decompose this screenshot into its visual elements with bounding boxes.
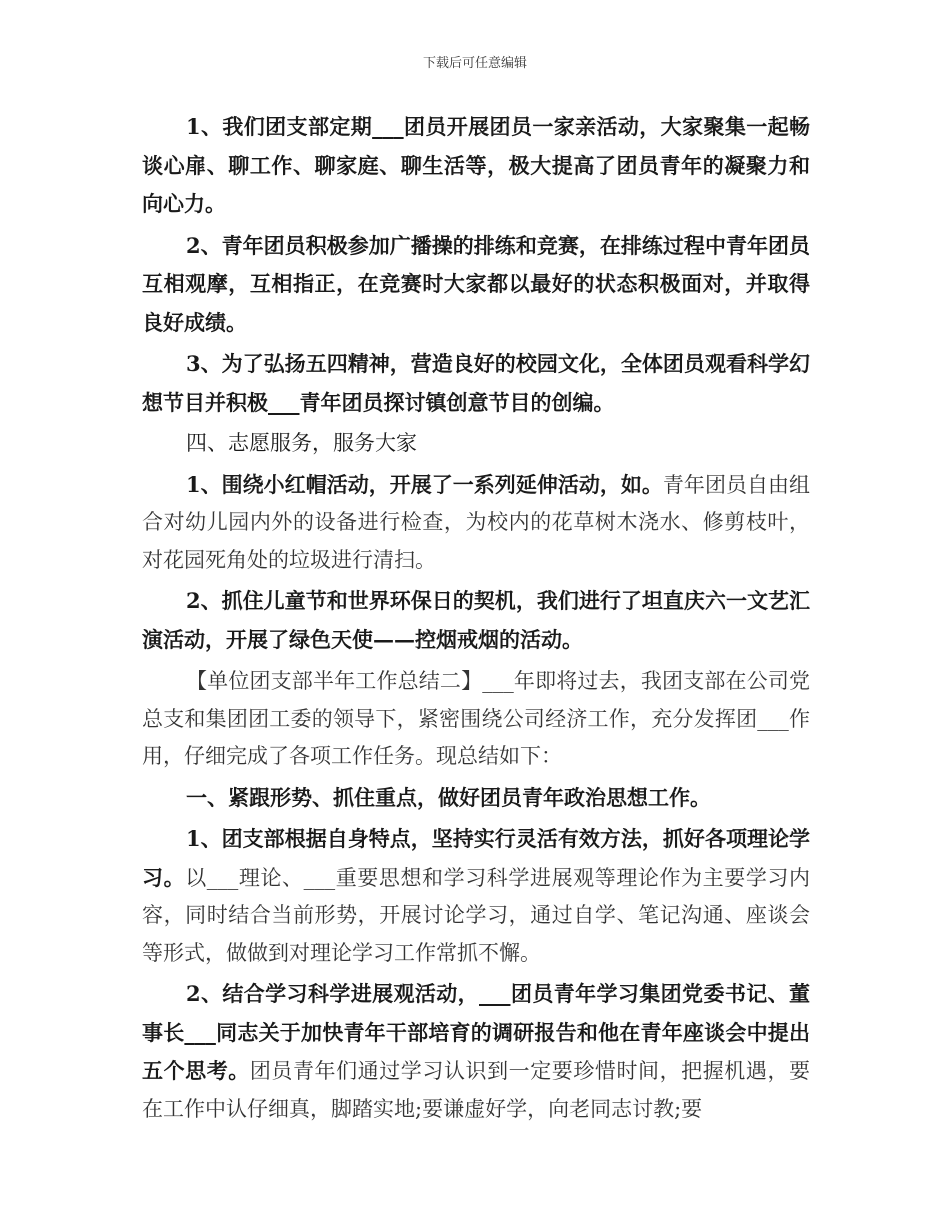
document-body (142, 108, 810, 1131)
paragraph-normal-text: 青年团员自由组合对幼儿园内外的设备进行检查，为校内的花草树木浇水、修剪枝叶，对花园死角处的垃圾进行清扫。 (142, 472, 810, 572)
paragraph-bold-text: 1、围绕小红帽活动，开展了一系列延伸活动，如。 (186, 471, 663, 497)
section-heading-text: 四、志愿服务，服务大家 (186, 431, 417, 455)
section-heading (142, 779, 810, 818)
paragraph-normal-text: 团员青年们通过学习认识到一定要珍惜时间，把握机遇，要在工作中认仔细真，脚踏实地;要谦虚好学，向老同志讨教;要 (142, 1059, 811, 1121)
section-heading-text: 一、紧跟形势、抓住重点，做好团员青年政治思想工作。 (186, 784, 711, 810)
paragraph (142, 820, 810, 972)
paragraph (142, 466, 810, 580)
section-heading (142, 425, 810, 463)
paragraph-normal-text: 以___理论、___重要思想和学习科学进展观等理论作为主要学习内容，同时结合当前形势，开展讨论学习，通过自学、笔记沟通、座谈会等形式，做做到对理论学习工作常抓不懈。 (142, 865, 811, 965)
page-header: 下载后可任意编辑 (422, 56, 527, 71)
paragraph (142, 662, 810, 776)
paragraph (142, 582, 810, 659)
paragraph-bold-text: 1、我们团支部定期___团员开展团员一家亲活动，大家聚集一起畅谈心扉、聊工作、聊家庭、聊生活等，极大提高了团员青年的凝聚力和向心力。 (142, 114, 810, 216)
paragraph-bold-text: 2、结合学习科学进展观活动，___团员青年学习集团党委书记、董事长___同志关于加快青年干部培育的调研报告和他在青年座谈会中提出五个思考。 (142, 981, 810, 1083)
paragraph (142, 227, 810, 343)
paragraph (142, 108, 810, 224)
paragraph (142, 345, 810, 422)
paragraph-bold-text: 1、团支部根据自身特点，坚持实行灵活有效方法，抓好各项理论学习。 (142, 826, 810, 890)
paragraph-normal-text: 【单位团支部半年工作总结二】___年即将过去，我团支部在公司党总支和集团团工委的领导下，紧密围绕公司经济工作，充分发挥团___作用，仔细完成了各项工作任务。现总结如下： (142, 669, 810, 768)
paragraph (142, 975, 810, 1128)
paragraph-bold-text: 2、青年团员积极参加广播操的排练和竞赛，在排练过程中青年团员互相观摩，互相指正，在竞赛时大家都以最好的状态积极面对，并取得良好成绩。 (142, 232, 810, 335)
paragraph-bold-text: 3、为了弘扬五四精神，营造良好的校园文化，全体团员观看科学幻想节目并积极___青年团员探讨镇创意节目的创编。 (142, 351, 810, 415)
paragraph-bold-text: 2、抓住儿童节和世界环保日的契机，我们进行了坦直庆六一文艺汇演活动，开展了绿色天使——控烟戒烟的活动。 (142, 588, 810, 652)
